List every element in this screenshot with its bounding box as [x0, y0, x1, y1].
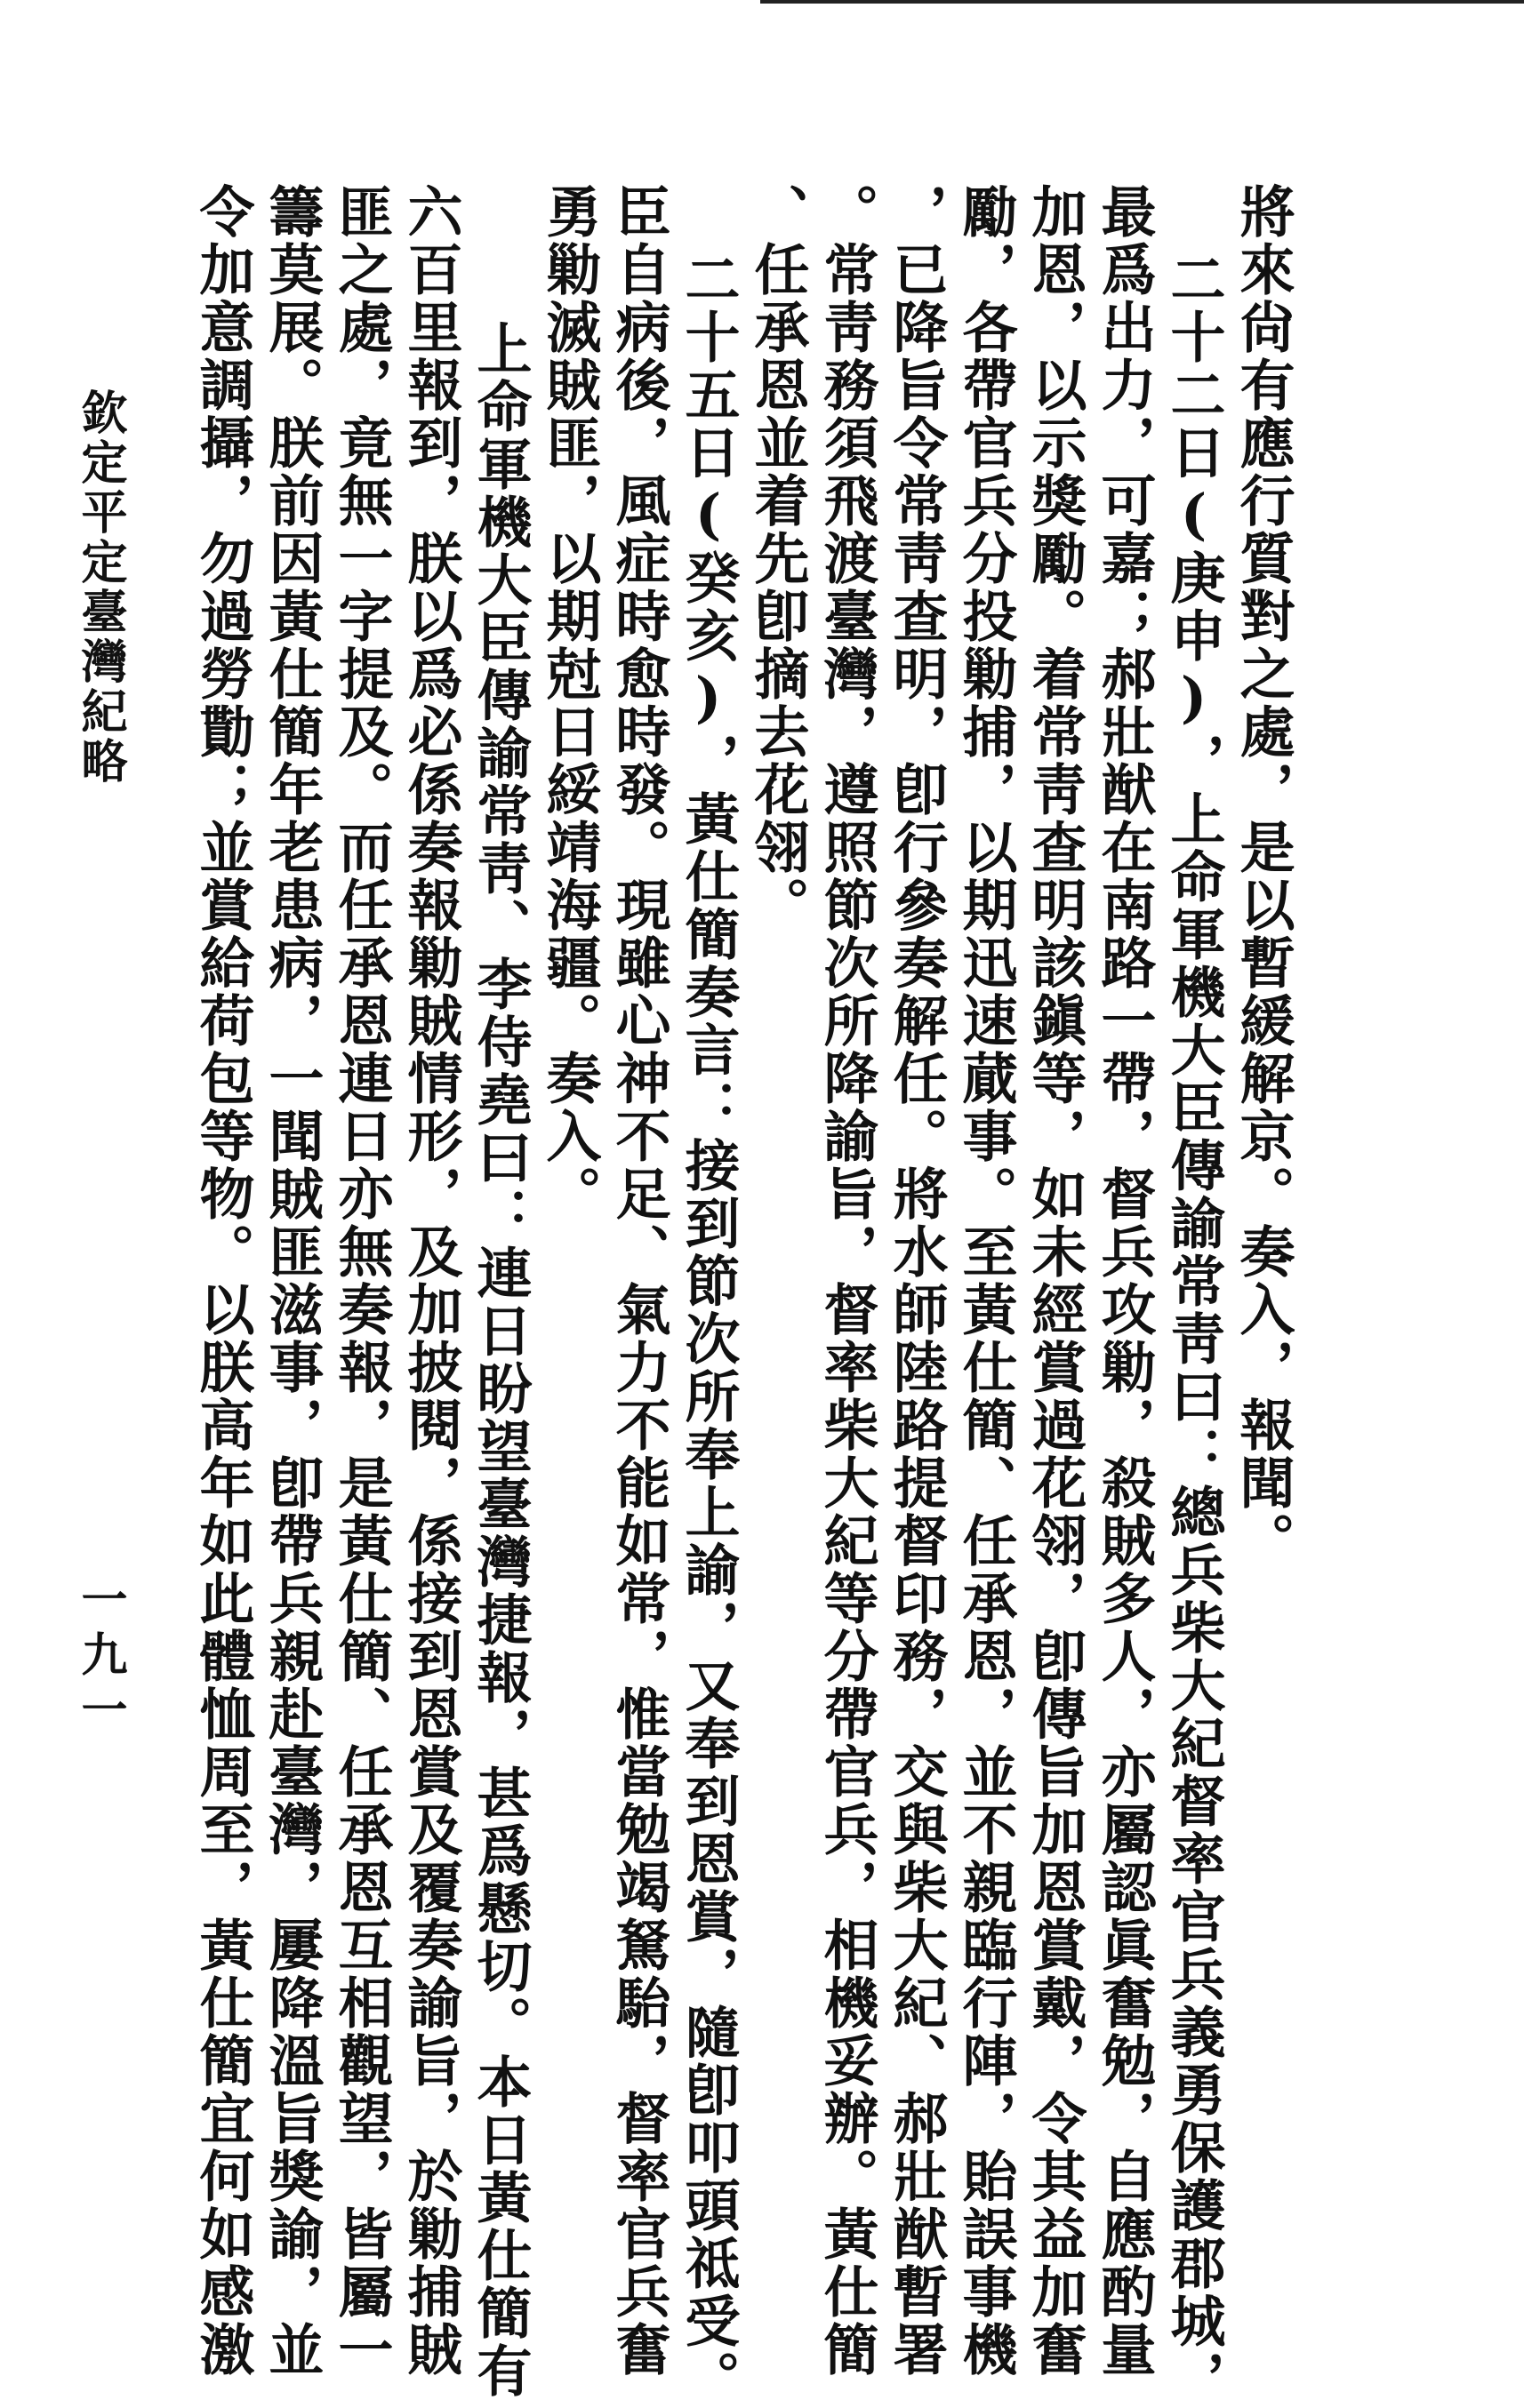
text-column-8: 、任承恩並着先卽摘去花翎。	[745, 183, 810, 934]
text-column-15: 籌莫展。朕前因黃仕簡年老患病，一聞賊匪滋事，卽帶兵親赴臺灣，屢降溫旨獎諭，並	[260, 183, 325, 2379]
text-column-1: 將來尙有應行質對之處，是以暫緩解京。奏入，報聞。	[1231, 183, 1295, 1570]
text-column-13: 六百里報到，朕以爲必係奏報勦賊情形，及加披閱，係接到恩賞及覆奏諭旨，於勦捕賊	[398, 183, 463, 2379]
text-column-3: 最爲出力，可嘉；郝壯猷在南路一帶，督兵攻勦，殺賊多人，亦屬認眞奮勉，自應酌量	[1092, 183, 1157, 2379]
text-column-12: 上命軍機大臣傳諭常靑、李侍堯曰：連日盼望臺灣捷報，甚爲懸切。本日黃仕簡有	[468, 320, 533, 2400]
text-column-16: 令加意調攝，勿過勞勩；並賞給荷包等物。以朕高年如此體恤周至，黃仕簡宜何如感激	[190, 183, 255, 2379]
text-column-5: 勵，各帶官兵分投勦捕，以期迅速蕆事。至黃仕簡、任承恩，並不親臨行陣，貽誤事機	[953, 183, 1018, 2379]
text-column-2: 二十二日(庚申)，上命軍機大臣傳諭常靑曰：總兵柴大紀督率官兵義勇保護郡城，	[1161, 251, 1226, 2408]
text-column-6: ，已降旨令常靑查明，卽行參奏解任。將水師陸路提督印務，交與柴大紀、郝壯猷暫署	[884, 183, 949, 2379]
page-number: 一九一	[73, 1575, 127, 1740]
text-column-11: 勇勦滅賊匪，以期尅日綏靖海疆。奏入。	[537, 183, 602, 1223]
text-column-9: 二十五日(癸亥)，黃仕簡奏言：接到節次所奉上諭，又奉到恩賞，隨卽叩頭祗受。	[676, 251, 741, 2408]
text-column-4: 加恩，以示獎勵。着常靑查明該鎭等，如未經賞過花翎，卽傳旨加恩賞戴，令其益加奮	[1023, 183, 1087, 2379]
top-rule	[760, 0, 1524, 4]
text-column-14: 匪之處，竟無一字提及。而任承恩連日亦無奏報，是黃仕簡、任承恩互相觀望，皆屬一	[329, 183, 394, 2379]
text-column-10: 臣自病後，風症時愈時發。現雖心神不足、氣力不能如常，惟當勉竭駑駘，督率官兵奮	[606, 183, 671, 2379]
running-title: 欽定平定臺灣紀略	[73, 388, 127, 787]
text-column-7: 。常靑務須飛渡臺灣，遵照節次所降諭旨，督率柴大紀等分帶官兵，相機妥辦。黃仕簡	[814, 183, 879, 2379]
